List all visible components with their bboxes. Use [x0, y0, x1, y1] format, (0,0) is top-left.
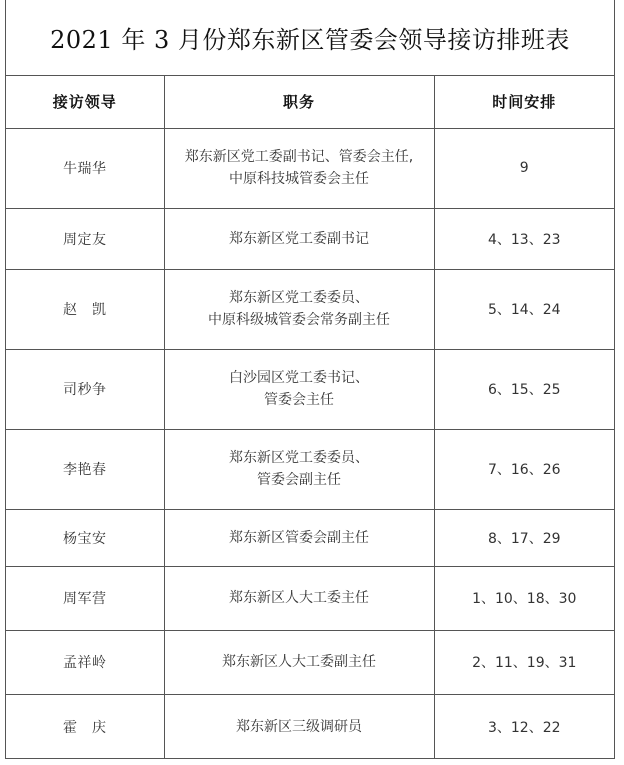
leader-name: 李艳春: [6, 429, 164, 509]
table-row: [6, 128, 614, 208]
table-row: [6, 429, 614, 509]
schedule-days: 5、14、24: [434, 269, 614, 349]
page-title: 2021 年 3 月份郑东新区管委会领导接访排班表: [50, 26, 570, 54]
leader-name: 周军营: [6, 566, 164, 630]
position-line: 郑东新区三级调研员: [236, 718, 362, 735]
leader-position: [164, 208, 434, 269]
header-row: [6, 76, 614, 128]
table-row: [6, 208, 614, 269]
leader-position: [164, 566, 434, 630]
table-row: [6, 509, 614, 566]
position-line: 中原科技城管委会主任: [229, 171, 369, 187]
leader-name: 杨宝安: [6, 509, 164, 566]
title-row: [6, 0, 614, 76]
header-leader: 接访领导: [6, 76, 164, 128]
schedule-days: 6、15、25: [434, 349, 614, 429]
leader-position: [164, 349, 434, 429]
position-line: 郑东新区党工委委员、: [229, 290, 369, 306]
table-row: [6, 566, 614, 630]
position-line: 中原科级城管委会常务副主任: [208, 312, 390, 328]
leader-name: 牛瑞华: [6, 128, 164, 208]
schedule-days: 2、11、19、31: [434, 630, 614, 694]
leader-name: 孟祥岭: [6, 630, 164, 694]
schedule-days: 7、16、26: [434, 429, 614, 509]
table-row: [6, 630, 614, 694]
position-line: 郑东新区人大工委主任: [229, 590, 369, 606]
leader-position: [164, 694, 434, 759]
schedule-days: 4、13、23: [434, 208, 614, 269]
header-schedule: 时间安排: [434, 76, 614, 128]
position-line: 郑东新区党工委副书记: [229, 230, 369, 247]
position-line: 管委会副主任: [257, 472, 341, 488]
schedule-days: 3、12、22: [487, 719, 561, 736]
table-row: [6, 269, 614, 349]
position-line: 管委会主任: [264, 392, 334, 408]
leader-position: [164, 509, 434, 566]
leader-name: 霍 庆: [6, 694, 164, 759]
position-line: 白沙园区党工委书记、: [229, 370, 369, 386]
position-line: 郑东新区党工委委员、: [229, 450, 369, 466]
schedule-sheet: [5, 0, 615, 759]
leader-position: [164, 429, 434, 509]
schedule-days: 8、17、29: [434, 509, 614, 566]
leader-name: 赵 凯: [6, 269, 164, 349]
position-line: 郑东新区党工委副书记、管委会主任,: [184, 149, 414, 165]
position-line: 郑东新区管委会副主任: [229, 529, 369, 546]
leader-name: 周定友: [6, 208, 164, 269]
table-row: [6, 694, 614, 759]
position-line: 郑东新区人大工委副主任: [222, 654, 376, 670]
header-position: 职务: [164, 76, 434, 128]
table-row: [6, 349, 614, 429]
leader-position: [164, 630, 434, 694]
leader-name: 司秒争: [6, 349, 164, 429]
leader-position: [164, 269, 434, 349]
leader-position: [164, 128, 434, 208]
schedule-days: 9: [434, 128, 614, 208]
schedule-table: [6, 76, 614, 759]
schedule-days: 1、10、18、30: [434, 566, 614, 630]
